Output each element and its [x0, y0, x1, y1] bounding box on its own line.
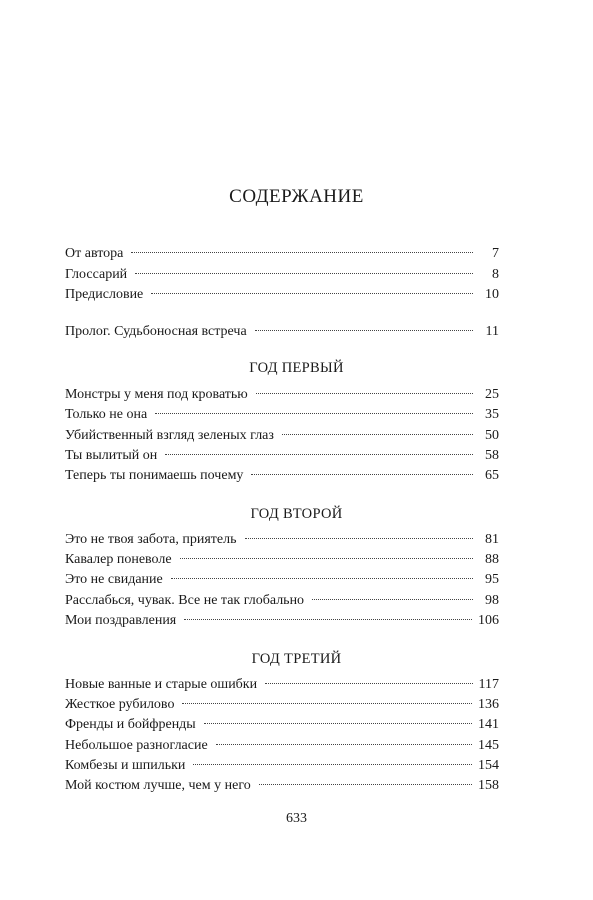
section-heading: ГОД ВТОРОЙ: [250, 506, 343, 522]
toc-entry-page: 141: [478, 717, 499, 732]
dot-leader: [255, 330, 473, 331]
toc-entry[interactable]: [65, 466, 499, 486]
dot-leader: [151, 293, 473, 294]
toc-entry[interactable]: [65, 405, 499, 425]
toc-entry-label: Предисловие: [65, 287, 144, 302]
dot-leader: [251, 474, 473, 475]
toc-entry[interactable]: [65, 446, 499, 466]
toc-entry-label: Мои поздравления: [65, 613, 177, 628]
toc-entry[interactable]: [65, 244, 499, 264]
toc-entry[interactable]: [65, 530, 499, 550]
toc-entry-label: Новые ванные и старые ошибки: [65, 677, 258, 692]
toc-entry-label: Френды и бойфренды: [65, 717, 196, 732]
toc-entry[interactable]: [65, 715, 499, 735]
toc-entry[interactable]: [65, 550, 499, 570]
toc-entry[interactable]: [65, 776, 499, 796]
toc-entry-page: 95: [485, 572, 499, 587]
toc-entry-label: Убийственный взгляд зеленых глаз: [65, 428, 274, 443]
toc-entry[interactable]: [65, 736, 499, 756]
toc-entry-page: 35: [485, 407, 499, 422]
toc-entry[interactable]: [65, 570, 499, 590]
toc-entry-page: 81: [485, 532, 499, 547]
toc-entry-label: Жесткое рубилово: [65, 697, 175, 712]
toc-entry-page: 154: [478, 758, 499, 773]
toc-entry-page: 7: [492, 246, 499, 261]
dot-leader: [131, 252, 473, 253]
dot-leader: [312, 599, 473, 600]
toc-entry-page: 8: [492, 267, 499, 282]
section-heading: ГОД ПЕРВЫЙ: [249, 360, 344, 376]
toc-entry-label: Это не твоя забота, приятель: [65, 532, 237, 547]
toc-entry[interactable]: [65, 385, 499, 405]
toc-entry-label: Комбезы и шпильки: [65, 758, 186, 773]
toc-entry-label: Кавалер поневоле: [65, 552, 172, 567]
dot-leader: [193, 764, 472, 765]
toc-entry-prologue[interactable]: [65, 322, 499, 342]
toc-entry-page: 136: [478, 697, 499, 712]
toc-entry-page: 58: [485, 448, 499, 463]
toc-entry-page: 10: [485, 287, 499, 302]
dot-leader: [182, 703, 472, 704]
toc-entry[interactable]: [65, 756, 499, 776]
toc-entry[interactable]: [65, 265, 499, 285]
toc-entry-page: 158: [478, 778, 499, 793]
dot-leader: [155, 413, 473, 414]
toc-entry-page: 117: [478, 677, 499, 692]
toc-entry-label: Расслабься, чувак. Все не так глобально: [65, 593, 305, 608]
toc-entry-label: Только не она: [65, 407, 148, 422]
toc-entry-label: Монстры у меня под кроватью: [65, 387, 248, 402]
dot-leader: [184, 619, 472, 620]
toc-entry-page: 11: [485, 324, 499, 339]
dot-leader: [171, 578, 473, 579]
toc-entry[interactable]: [65, 695, 499, 715]
toc-entry-page: 65: [485, 468, 499, 483]
toc-entry-label: От автора: [65, 246, 124, 261]
toc-entry[interactable]: [65, 675, 499, 695]
dot-leader: [180, 558, 473, 559]
dot-leader: [259, 784, 472, 785]
toc-entry[interactable]: [65, 591, 499, 611]
toc-entry-label: Небольшое разногласие: [65, 738, 208, 753]
dot-leader: [282, 434, 473, 435]
dot-leader: [135, 273, 473, 274]
toc-entry-page: 25: [485, 387, 499, 402]
toc-entry[interactable]: [65, 426, 499, 446]
section-heading: ГОД ТРЕТИЙ: [251, 651, 342, 667]
toc-entry-label: Теперь ты понимаешь почему: [65, 468, 244, 483]
toc-entry-page: 106: [478, 613, 499, 628]
toc-entry[interactable]: [65, 611, 499, 631]
toc-entry-label: Ты вылитый он: [65, 448, 158, 463]
toc-entry-label: Мой костюм лучше, чем у него: [65, 778, 251, 793]
dot-leader: [265, 683, 472, 684]
dot-leader: [245, 538, 474, 539]
dot-leader: [165, 454, 473, 455]
dot-leader: [216, 744, 472, 745]
dot-leader: [204, 723, 472, 724]
page-title: СОДЕРЖАНИЕ: [229, 186, 364, 207]
toc-entry-label: Глоссарий: [65, 267, 128, 282]
page-number: 633: [286, 811, 307, 826]
toc-entry-label: Это не свидание: [65, 572, 163, 587]
dot-leader: [256, 393, 473, 394]
toc-entry-page: 88: [485, 552, 499, 567]
toc-entry-label: Пролог. Судьбоносная встреча: [65, 324, 247, 339]
toc-entry-page: 98: [485, 593, 499, 608]
toc-entry-page: 50: [485, 428, 499, 443]
toc-entry[interactable]: [65, 285, 499, 305]
toc-entry-page: 145: [478, 738, 499, 753]
